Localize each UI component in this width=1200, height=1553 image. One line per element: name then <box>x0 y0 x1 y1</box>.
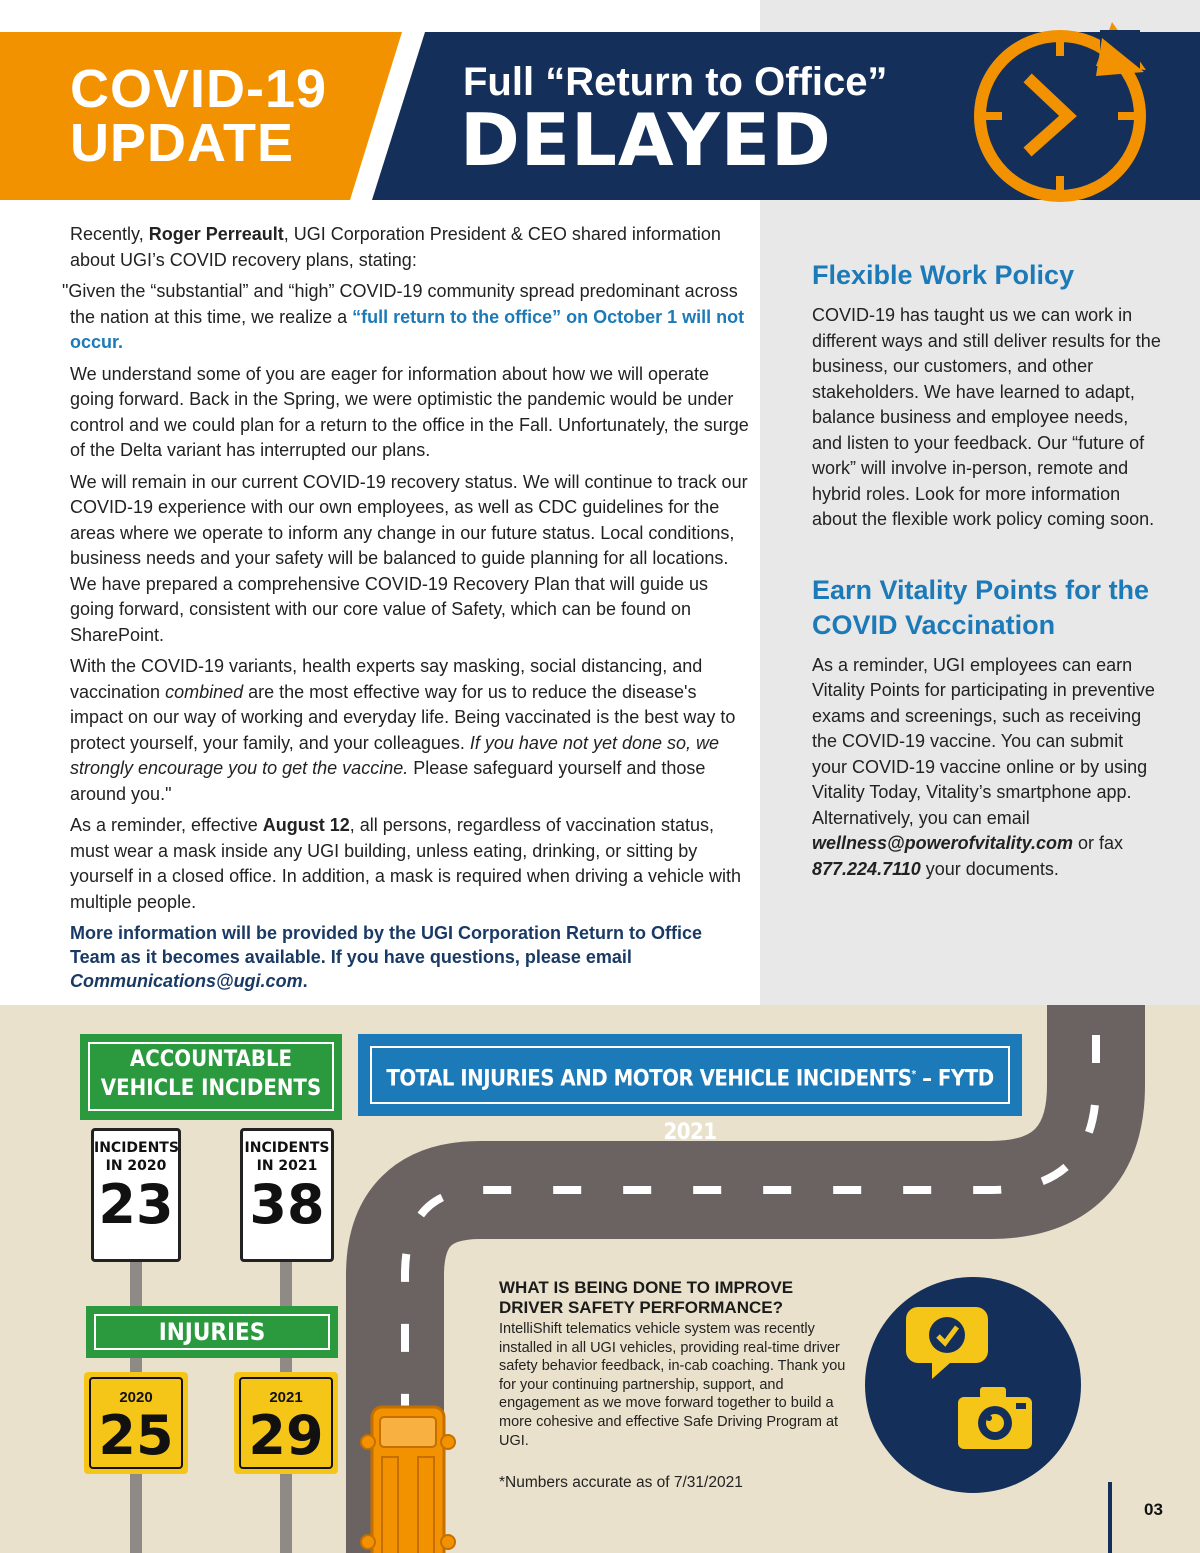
covid-line: COVID-19 <box>70 59 328 119</box>
injuries-2020-value: 25 <box>98 1404 174 1467</box>
incidents-2020-value: 23 <box>98 1173 174 1236</box>
incidents-2021-value: 38 <box>249 1173 325 1236</box>
total-incidents-banner: TOTAL INJURIES AND MOTOR VEHICLE INCIDENTS* – FYTD 2021 <box>358 1034 1022 1116</box>
incidents-label: INCIDENTS <box>244 1140 330 1156</box>
quote-paragraph-2: We understand some of you are eager for information about how we will operate going forward. Back in the Spring, we were optimistic the pandemic would be under control and we could plan for a return to the office in the Fall. Unfortunately, the surge of the Delta variant has interrupted our plans. <box>70 363 749 460</box>
contact-paragraph: More information will be provided by the UGI Corporation Return to Office Team as it becomes available. If you have questions, please email Communications@ugi.com. <box>70 923 703 991</box>
update-line: UPDATE <box>70 113 295 173</box>
flexible-work-title: Flexible Work Policy <box>812 260 1075 290</box>
incidents-2021-sign <box>240 1128 334 1262</box>
quote-paragraph-4: With the COVID-19 variants, health experts say masking, social distancing, and vaccination combined are the most effective way for us to reduce the disease's impact on our way of working and everyday life. Being vaccinated is the best way to protect yourself, your family, and your colleagues. If you have not yet done so, we strongly encourage you to get the vaccine. Please safeguard yourself and those around you." <box>70 656 736 804</box>
mask-reminder-paragraph: As a reminder, effective August 12, all persons, regardless of vaccination status, must wear a mask inside any UGI building, unless eating, drinking, or sitting by yourself in a closed office. In addition, a mask is required when driving a vehicle with multiple people. <box>70 815 742 912</box>
year-label: 2021 <box>269 1389 303 1406</box>
injuries-2021-value: 29 <box>248 1404 324 1467</box>
page-divider <box>1108 1482 1112 1553</box>
driver-safety-block <box>499 1278 859 1450</box>
quote-paragraph-3: We will remain in our current COVID-19 recovery status. We will continue to track our COVID-19 experience with our own employees, as well as CDC guidelines for the areas where we operate to inform any change in our future status. Local conditions, business needs and your safety will be balanced to guide planning for all locations. We have prepared a comprehensive COVID-19 Recovery Plan that will guide us going forward, consistent with our core value of Safety, which can be found on SharePoint. <box>70 471 748 645</box>
header-title: DELAYED <box>460 98 832 182</box>
truck-icon <box>361 1407 455 1553</box>
fax-number: 877.224.7110 <box>812 858 921 879</box>
injuries-2020-sign <box>84 1372 188 1474</box>
header-subtitle: Full “Return to Office” <box>463 60 888 104</box>
return-highlight: “full return to the office” on October 1 will not occur. <box>70 306 745 352</box>
intro-paragraph: Recently, Roger Perreault, UGI Corporation President & CEO shared information about UGI’s COVID recovery plans, stating: <box>70 224 721 270</box>
year-label: IN 2021 <box>256 1158 318 1174</box>
vehicle-sign-line2: VEHICLE INCIDENTS <box>100 1076 322 1101</box>
year-label: IN 2020 <box>105 1158 167 1174</box>
quote-paragraph-1: "Given the “substantial” and “high” COVID-19 community spread predominant across the nation at this time, we realize a “full return to the office” on October 1 will not occur. <box>62 281 745 352</box>
incidents-2020-sign <box>91 1128 181 1262</box>
accountable-vehicle-sign <box>80 1034 342 1120</box>
page-number: 03 <box>1144 1500 1163 1519</box>
injuries-2021-sign <box>234 1372 338 1474</box>
vitality-body: As a reminder, UGI employees can earn Vitality Points for participating in preventive exams and screenings, such as receiving the COVID-19 vaccine. You can submit your COVID-19 vaccine online or by using Vitality Today, Vitality’s smartphone app. Alternatively, you can email wellness@powerofvitality.com or fax 877.224.7110 your documents. <box>812 654 1155 879</box>
wellness-email-link[interactable]: wellness@powerofvitality.com <box>812 833 1073 853</box>
footnote: *Numbers accurate as of 7/31/2021 <box>499 1474 743 1491</box>
covid-update-title <box>70 59 328 173</box>
sidebar <box>812 258 1162 882</box>
driver-safety-title: WHAT IS BEING DONE TO IMPROVE DRIVER SAFETY PERFORMANCE? <box>499 1278 794 1317</box>
injuries-label: INJURIES <box>94 1314 330 1350</box>
flexible-work-body: COVID-19 has taught us we can work in different ways and still deliver results for the business, our customers, and other stakeholders. We have learned to adapt, balance business and employee needs, and listen to your feedback. Our “future of work” will involve in-person, remote and hybrid roles. Look for more information about the flexible work policy coming soon. <box>812 305 1161 529</box>
injuries-sign <box>86 1306 338 1358</box>
ceo-name: Roger Perreault <box>148 224 284 244</box>
vehicle-sign-line1: ACCOUNTABLE <box>129 1047 293 1072</box>
driver-safety-body: IntelliShift telematics vehicle system was recently installed in all UGI vehicles, providing real-time driver safety behavior feedback, in-cab coaching. Thank you for your continuing partnership, support, and engagement as we move forward together to build a more cohesive and effective Safe Driving Program at UGI. <box>499 1321 846 1449</box>
incidents-label: INCIDENTS <box>94 1140 179 1156</box>
year-label: 2020 <box>119 1389 153 1406</box>
vitality-title: Earn Vitality Points for the COVID Vaccination <box>812 574 1150 640</box>
main-article <box>62 222 750 999</box>
communications-email-link[interactable]: Communications@ugi.com <box>70 971 303 991</box>
